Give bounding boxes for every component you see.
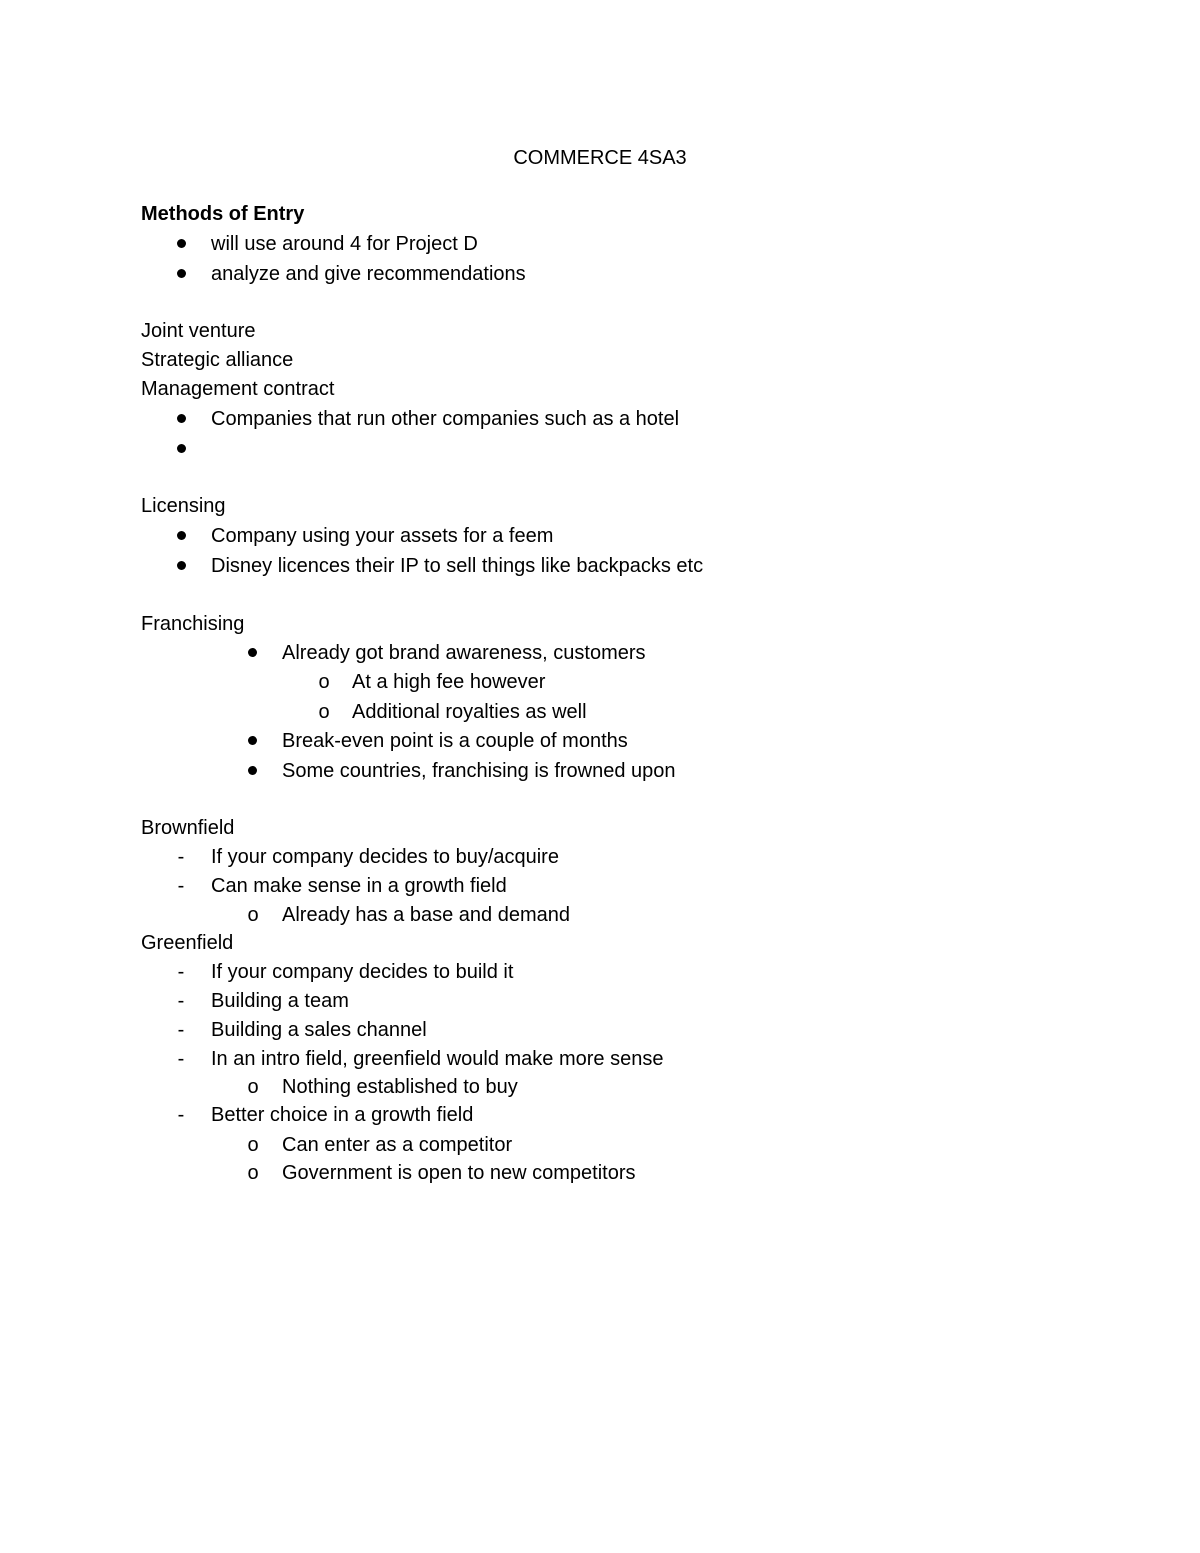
circle-bullet-icon: o	[247, 1076, 259, 1098]
bullet-icon	[237, 729, 267, 753]
heading-strategic-alliance: Strategic alliance	[141, 349, 294, 371]
bullet-icon	[166, 554, 196, 578]
heading-franchising: Franchising	[141, 613, 245, 635]
heading-brownfield: Brownfield	[141, 817, 235, 839]
list-item: If your company decides to buy/acquire	[211, 846, 559, 868]
list-item: Building a sales channel	[211, 1019, 427, 1041]
dash-bullet-icon: -	[177, 990, 185, 1012]
circle-bullet-icon: o	[247, 1134, 259, 1156]
bullet-icon	[237, 759, 267, 783]
circle-bullet-icon: o	[318, 701, 330, 723]
list-item: In an intro field, greenfield would make more sense	[211, 1048, 664, 1070]
list-item: Company using your assets for a feem	[211, 525, 554, 547]
list-item: Companies that run other companies such as a hotel	[211, 408, 680, 430]
list-item: Some countries, franchising is frowned upon	[282, 760, 676, 782]
document-title: COMMERCE 4SA3	[513, 147, 687, 169]
dash-bullet-icon: -	[177, 1019, 185, 1041]
dash-bullet-icon: -	[177, 875, 185, 897]
list-item: Already has a base and demand	[282, 904, 570, 926]
bullet-icon	[166, 232, 196, 256]
bullet-icon	[166, 437, 196, 461]
list-item: Disney licences their IP to sell things like backpacks etc	[211, 555, 704, 577]
list-item: Building a team	[211, 990, 349, 1012]
list-item: Already got brand awareness, customers	[282, 642, 646, 664]
heading-methods-of-entry: Methods of Entry	[141, 203, 305, 225]
list-item: Can make sense in a growth field	[211, 875, 507, 897]
list-item: Additional royalties as well	[352, 701, 587, 723]
heading-joint-venture: Joint venture	[141, 320, 256, 342]
list-item: Nothing established to buy	[282, 1076, 518, 1098]
circle-bullet-icon: o	[247, 904, 259, 926]
list-item: Government is open to new competitors	[282, 1162, 636, 1184]
list-item: will use around 4 for Project D	[211, 233, 478, 255]
list-item: Break-even point is a couple of months	[282, 730, 628, 752]
dash-bullet-icon: -	[177, 1104, 185, 1126]
list-item: At a high fee however	[352, 671, 546, 693]
dash-bullet-icon: -	[177, 961, 185, 983]
heading-greenfield: Greenfield	[141, 932, 234, 954]
heading-licensing: Licensing	[141, 495, 226, 517]
dash-bullet-icon: -	[177, 1048, 185, 1070]
heading-management-contract: Management contract	[141, 378, 335, 400]
list-item: Can enter as a competitor	[282, 1134, 513, 1156]
list-item: analyze and give recommendations	[211, 263, 526, 285]
bullet-icon	[166, 407, 196, 431]
bullet-icon	[166, 524, 196, 548]
bullet-icon	[166, 262, 196, 286]
list-item: If your company decides to build it	[211, 961, 514, 983]
bullet-icon	[237, 641, 267, 665]
circle-bullet-icon: o	[247, 1162, 259, 1184]
dash-bullet-icon: -	[177, 846, 185, 868]
list-item: Better choice in a growth field	[211, 1104, 474, 1126]
circle-bullet-icon: o	[318, 671, 330, 693]
